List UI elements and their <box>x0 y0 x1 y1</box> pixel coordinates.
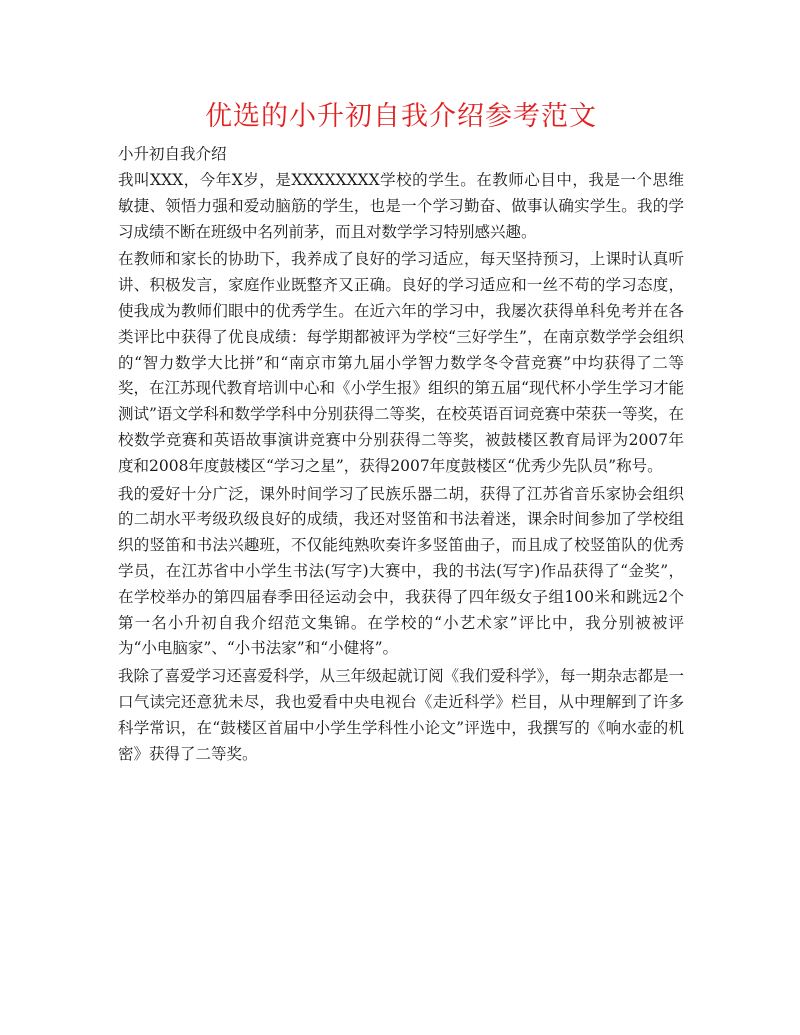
paragraph-science: 我除了喜爱学习还喜爱科学，从三年级起就订阅《我们爱科学》，每一期杂志都是一口气读完还意犹未尽，我也爱看中央电视台《走近科学》栏目，从中理解到了许多科学常识，在“鼓楼区首届中小学生学科性小论文”评选中，我撰写的《响水壶的机密》获得了二等奖。 <box>118 667 684 763</box>
paragraph-achievements: 在教师和家长的协助下，我养成了良好的学习适应，每天坚持预习，上课时认真听讲、积极发言，家庭作业既整齐又正确。良好的学习适应和一丝不苟的学习态度，使我成为教师们眼中的优秀学生。在近六年的学习中，我屡次获得单科免考并在各类评比中获得了优良成绩：每学期都被评为学校“三好学生”，在南京数学学会组织的“智力数学大比拼”和“南京市第九届小学智力数学冬令营竞赛”中均获得了二等奖，在江苏现代教育培训中心和《小学生报》组织的第五届“现代杯小学生学习才能测试”语文学科和数学学科中分别获得二等奖，在校英语百词竞赛中荣获一等奖，在校数学竞赛和英语故事演讲竞赛中分别获得二等奖，被鼓楼区教育局评为2007年度和2008年度鼓楼区“学习之星”，获得2007年度鼓楼区“优秀少先队员”称号。 <box>118 250 684 475</box>
document-title: 优选的小升初自我介绍参考范文 <box>205 101 597 132</box>
document-subheading: 小升初自我介绍 <box>118 145 227 163</box>
document-page <box>118 98 684 769</box>
paragraph-hobbies: 我的爱好十分广泛，课外时间学习了民族乐器二胡，获得了江苏省音乐家协会组织的二胡水平考级玖级良好的成绩，我还对竖笛和书法着迷，课余时间参加了学校组织的竖笛和书法兴趣班，不仅能纯熟吹奏许多竖笛曲子，而且成了校竖笛队的优秀学员，在江苏省中小学生书法(写字)大赛中，我的书法(写字)作品获得了“金奖”，在学校举办的第四届春季田径运动会中，我获得了四年级女子组100米和跳远2个第一名小升初自我介绍范文集锦。在学校的“小艺术家”评比中，我分别被被评为“小电脑家”、“小书法家”和“小健将”。 <box>118 484 684 658</box>
paragraph-intro: 我叫XXX，今年X岁，是XXXXXXXX学校的学生。在教师心目中，我是一个思维敏捷、领悟力强和爱动脑筋的学生，也是一个学习勤奋、做事认确实学生。我的学习成绩不断在班级中名列前茅，而且对数学学习特别感兴趣。 <box>118 171 684 241</box>
